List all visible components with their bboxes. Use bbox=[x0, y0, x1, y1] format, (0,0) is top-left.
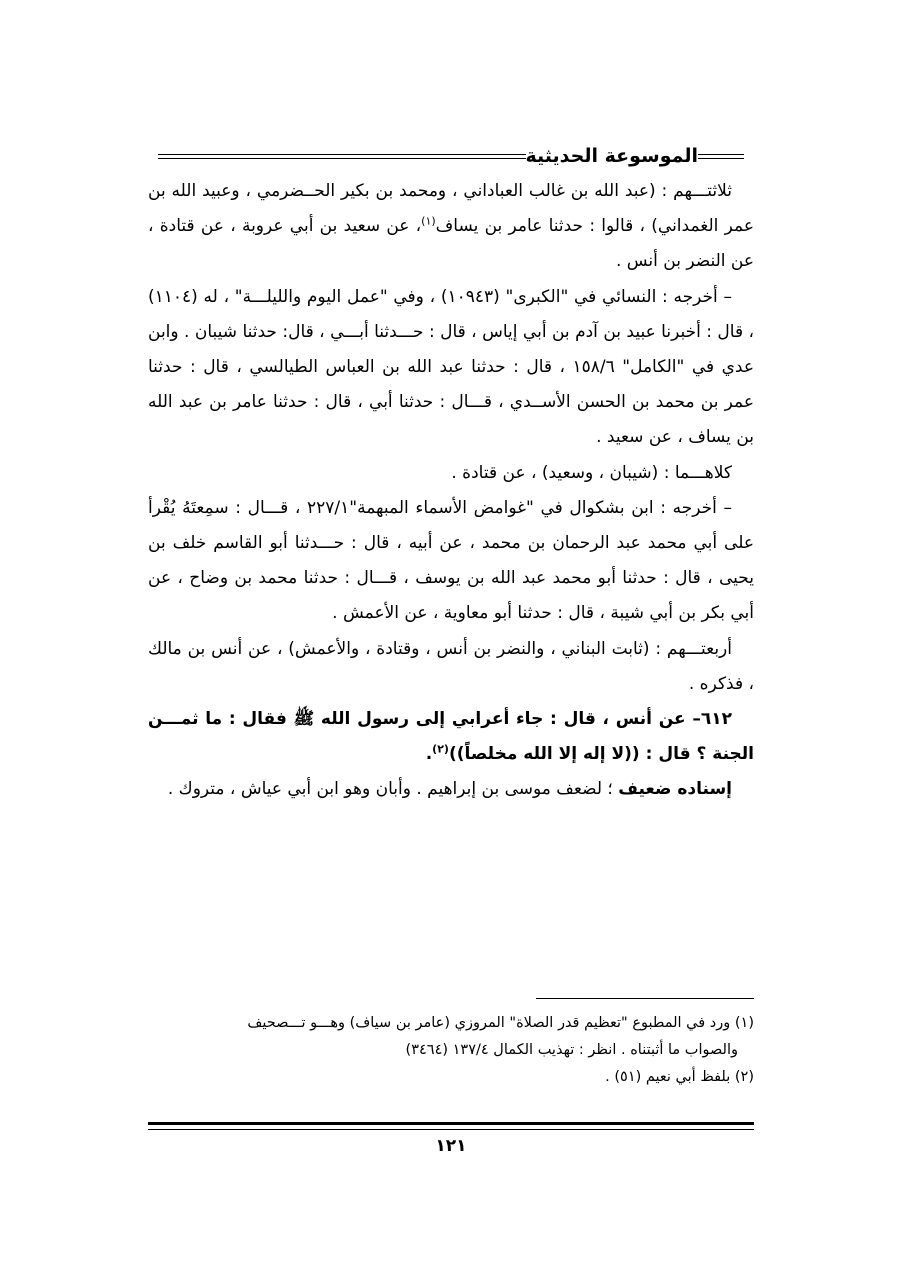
grading-label: إسناده ضعيف bbox=[618, 779, 732, 800]
paragraph-bashkuwal-takhrij: – أخرجه : ابن بشكوال في "غوامض الأسماء المبهمة"٢٢٧/١ ، قـــال : سمِعتَهُ يُقْرأ على أبي محمد عبد الرحمان بن محمد ، عن أبيه ، قال : حـــدثنا أبو القاسم خلف بن يحيى ، قال : حدثنا أبو محمد عبد الله بن يوسف ، قـــال : حدثنا محمد بن وضاح ، عن أبي بكر بن أبي شيبة ، قال : حدثنا أبو معاوية ، عن الأعمش . bbox=[148, 497, 754, 624]
footnote-1: (١) ورد في المطبوع "تعظيم قدر الصلاة" المروزي (عامر بن سياف) وهـــو تـــصحيف bbox=[247, 1015, 754, 1031]
paragraph-narrators-three: ثلاثتـــهم : (عبد الله بن غالب العباداني ، ومحمد بن بكير الحــضرمي ، وعبيد الله بن عمر الغمداني) ، قالوا : حدثنا عامر بن يساف$^{(١)}$، عن سعيد بن أبي عروبة ، عن قتادة ، عن النضر بن أنس . bbox=[148, 181, 754, 272]
header-rule-long bbox=[158, 154, 526, 159]
document-page bbox=[148, 132, 754, 1172]
paragraph-nasai-takhrij: – أخرجه : النسائي في "الكبرى" (١٠٩٤٣) ، وفي "عمل اليوم والليلـــة" ، له (١١٠٤) ، قال : أخبرنا عبيد بن آدم بن أبي إياس ، قال : حـــدثنا أبـــي ، قال: حدثنا شيبان . وابن عدي في "الكامل" ١٥٨/٦ ، قال : حدثنا عبد الله بن العباس الطيالسي ، قال : حدثنا عمر بن محمد بن الحسن الأســدي ، قـــال : حدثنا أبي ، قال : حدثنا عامر بن عبد الله بن يساف ، عن سعيد . bbox=[148, 286, 754, 448]
bottom-rule bbox=[148, 1122, 754, 1130]
paragraph-isnad-grading: إسناده ضعيف ؛ لضعف موسى بن إبراهيم . وأبان وهو ابن أبي عياش ، متروك . bbox=[167, 779, 732, 800]
footnote-separator bbox=[536, 998, 754, 999]
running-header bbox=[148, 144, 754, 168]
footnote-ref-1[interactable]: (١) bbox=[421, 214, 436, 228]
footnotes bbox=[148, 1010, 754, 1091]
footnote-ref-2[interactable]: (٢) bbox=[432, 742, 449, 756]
hadith-612: ٦١٢– عن أنس ، قال : جاء أعرابي إلى رسول الله ﷺ فقال : ما ثمـــن الجنة ؟ قال : ((لا إله إلا الله مخلصاً))$^{(٢)}$. bbox=[148, 709, 754, 765]
page-number: ١٢١ bbox=[435, 1136, 467, 1156]
header-rule-short bbox=[698, 154, 744, 159]
footnote-2: (٢) بلفظ أبي نعيم (٥١) . bbox=[605, 1069, 754, 1085]
paragraph-both-qatada: كلاهـــما : (شيبان ، وسعيد) ، عن قتادة . bbox=[451, 462, 732, 483]
paragraph-narrators-four: أربعتـــهم : (ثابت البناني ، والنضر بن أنس ، وقتادة ، والأعمش) ، عن أنس بن مالك ، فذكره . bbox=[148, 638, 754, 694]
header-title: الموسوعة الحديثية bbox=[525, 145, 698, 167]
footnote-1-continued: والصواب ما أثبتناه . انظر : تهذيب الكمال ١٣٧/٤ (٣٤٦٤) bbox=[405, 1042, 738, 1058]
main-text bbox=[148, 174, 754, 808]
